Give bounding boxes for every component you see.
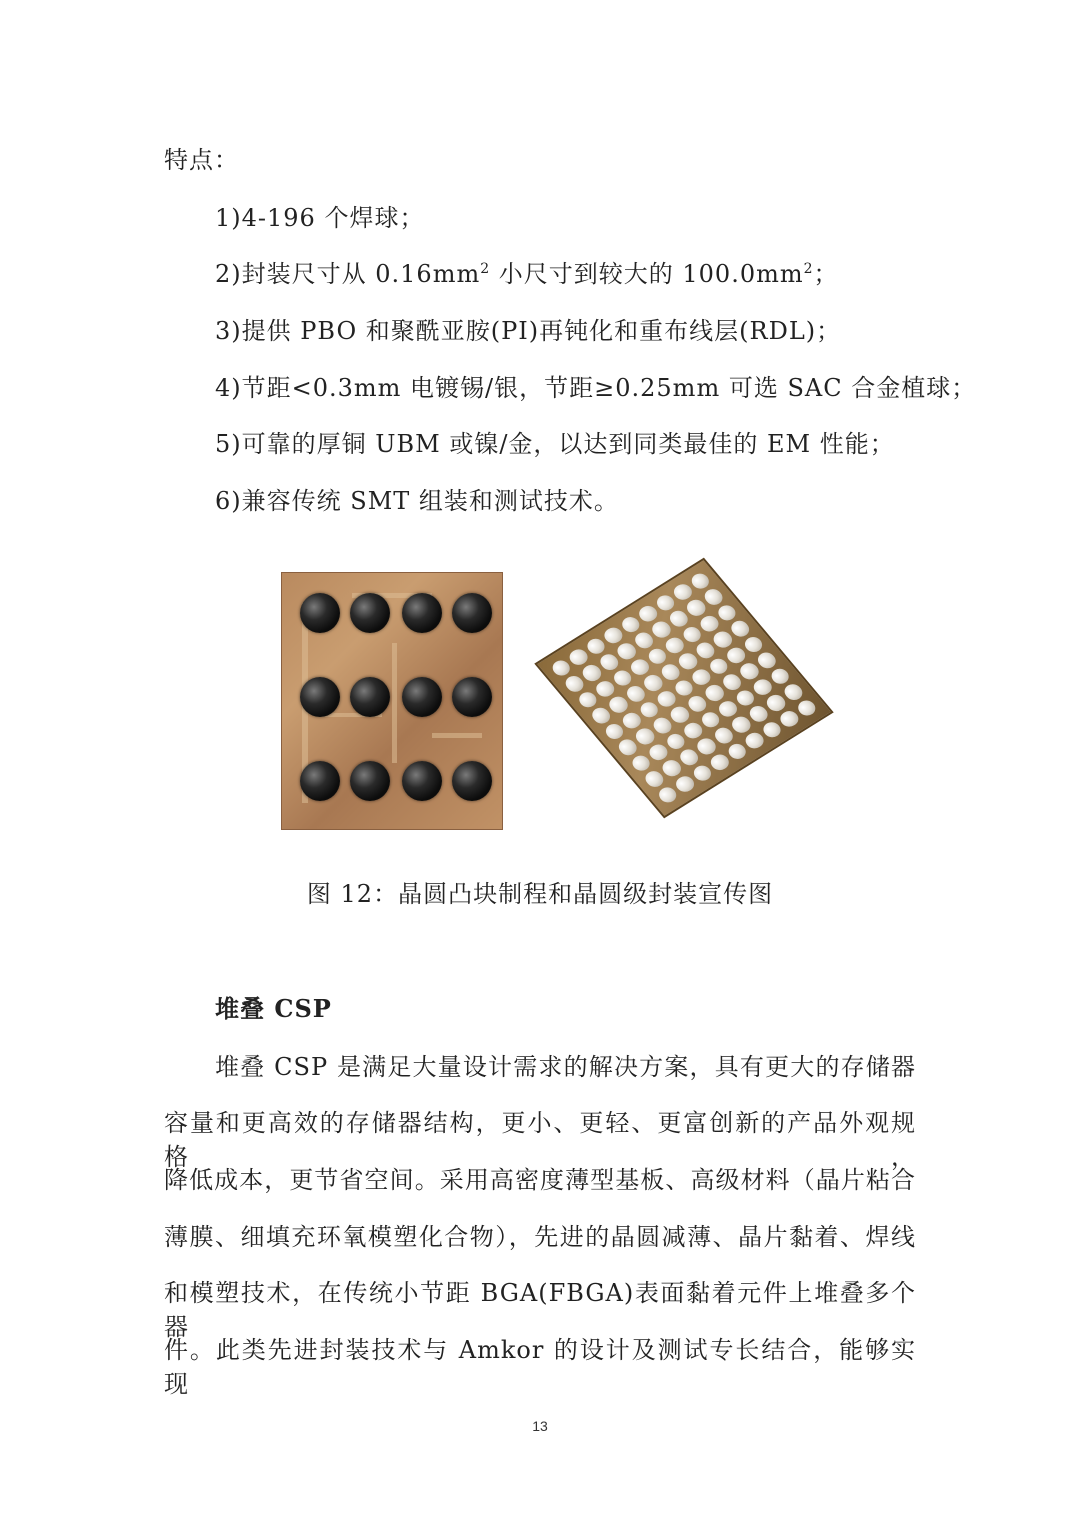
bga-solder-ball [729, 714, 754, 735]
solder-ball [350, 677, 390, 717]
feature-item-4: 4)节距<0.3mm 电镀锡/银，节距≥0.25mm 可选 SAC 合金植球； [215, 374, 977, 402]
feature-item-2-end: ； [813, 260, 839, 288]
bga-solder-ball [701, 586, 726, 607]
chip-trace [432, 733, 482, 738]
bga-solder-ball [641, 672, 666, 693]
paragraph-line-6: 件。此类先进封装技术与 Amkor 的设计及测试专长结合，能够实现 [164, 1336, 916, 1398]
feature-item-3: 3)提供 PBO 和聚酰亚胺(PI)再钝化和重布线层(RDL)； [215, 317, 842, 345]
bga-solder-ball [615, 641, 640, 662]
solder-ball [402, 761, 442, 801]
paragraph-line-3: 降低成本，更节省空间。采用高密度薄型基板、高级材料（晶片粘合 [164, 1166, 916, 1194]
bga-solder-ball [580, 662, 605, 683]
page-number: 13 [532, 1418, 548, 1434]
bga-solder-ball [684, 597, 709, 618]
bga-solder-ball [781, 681, 806, 702]
solder-ball [300, 593, 340, 633]
bga-solder-ball [649, 619, 674, 640]
wafer-bump-chip-image [281, 572, 503, 830]
bga-solder-ball [702, 682, 727, 703]
paragraph-line-2: 容量和更高效的存储器结构，更小、更轻、更富创新的产品外观规格， [164, 1109, 916, 1171]
bga-solder-ball [676, 651, 701, 672]
feature-item-2-mid: 小尺寸到较大的 100.0mm [490, 260, 804, 288]
bga-solder-ball [707, 751, 732, 772]
bga-solder-ball [694, 736, 719, 757]
paragraph-line-5: 和模塑技术，在传统小节距 BGA(FBGA)表面黏着元件上堆叠多个器 [164, 1279, 916, 1341]
feature-item-1: 1)4-196 个焊球； [215, 204, 425, 232]
feature-item-2-sup2: 2 [803, 261, 814, 277]
feature-item-6: 6)兼容传统 SMT 组装和测试技术。 [215, 487, 619, 515]
solder-ball [350, 593, 390, 633]
bga-solder-ball [777, 708, 802, 729]
feature-item-2 [215, 257, 839, 291]
bga-solder-ball [728, 618, 753, 639]
features-heading: 特点： [164, 146, 239, 174]
bga-solder-ball [794, 697, 819, 718]
solder-ball [452, 593, 492, 633]
solder-ball [452, 677, 492, 717]
section-title: 堆叠 CSP [215, 994, 332, 1023]
feature-item-5: 5)可靠的厚铜 UBM 或镍/金，以达到同类最佳的 EM 性能； [215, 430, 895, 458]
solder-ball [350, 761, 390, 801]
bga-solder-ball [742, 730, 767, 751]
bga-package-image [556, 548, 816, 838]
bga-solder-ball [633, 726, 658, 747]
bga-solder-ball [668, 704, 693, 725]
chip-trace [392, 643, 397, 763]
solder-ball [300, 677, 340, 717]
solder-ball [300, 761, 340, 801]
bga-solder-ball [737, 661, 762, 682]
bga-substrate [534, 558, 833, 819]
feature-item-2-sup1: 2 [480, 261, 491, 277]
bga-solder-ball [764, 692, 789, 713]
solder-ball [402, 593, 442, 633]
bga-solder-ball [606, 694, 631, 715]
solder-ball [402, 677, 442, 717]
feature-item-2-start: 2)封装尺寸从 0.16mm [215, 260, 481, 288]
figure-caption: 图 12：晶圆凸块制程和晶圆级封装宣传图 [306, 880, 774, 908]
bga-solder-ball [673, 773, 698, 794]
bga-solder-ball [659, 757, 684, 778]
bga-solder-ball [710, 629, 735, 650]
paragraph-line-1: 堆叠 CSP 是满足大量设计需求的解决方案，具有更大的存储器 [215, 1053, 916, 1081]
bga-solder-ball [754, 650, 779, 671]
solder-ball [452, 761, 492, 801]
paragraph-line-4: 薄膜、细填充环氧模塑化合物），先进的晶圆减薄、晶片黏着、焊线 [164, 1223, 916, 1251]
